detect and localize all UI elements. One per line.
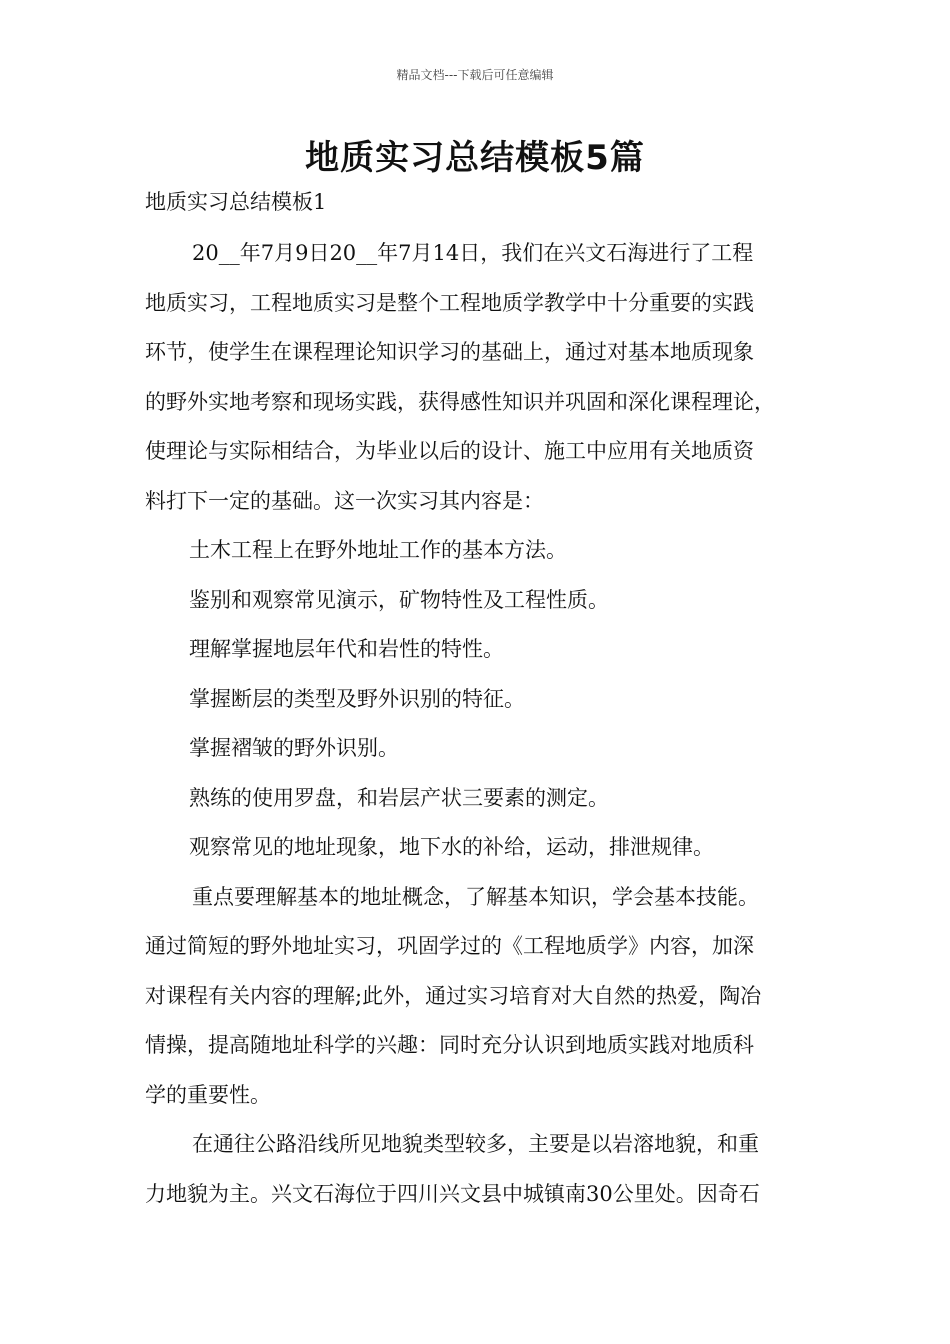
text-line: 理解掌握地层年代和岩性的特性。 (189, 637, 504, 661)
text-line: 地质实习，工程地质实习是整个工程地质学教学中十分重要的实践 (145, 290, 754, 315)
text-line: 土木工程上在野外地址工作的基本方法。 (189, 538, 567, 562)
text-line: 掌握断层的类型及野外识别的特征。 (189, 686, 525, 711)
text-line: 掌握褶皱的野外识别。 (189, 736, 399, 760)
text-line: 环节，使学生在课程理论知识学习的基础上，通过对基本地质现象 (145, 340, 754, 364)
text-line: 鉴别和观察常见演示，矿物特性及工程性质。 (189, 587, 609, 612)
text-line: 对课程有关内容的理解;此外，通过实习培育对大自然的热爱，陶冶 (145, 983, 762, 1008)
document-body (145, 229, 820, 1219)
text-line: 观察常见的地址现象，地下水的补给，运动，排泄规律。 (189, 835, 714, 859)
section-subtitle: 地质实习总结模板1 (145, 190, 327, 214)
text-line: 在通往公路沿线所见地貌类型较多，主要是以岩溶地貌，和重 (192, 1132, 759, 1156)
text-line: 20__年7月9日20__年7月14日，我们在兴文石海进行了工程 (192, 241, 754, 265)
text-line: 重点要理解基本的地址概念，了解基本知识，学会基本技能。 (192, 884, 759, 909)
text-line: 力地貌为主。兴文石海位于四川兴文县中城镇南30公里处。因奇石 (145, 1181, 760, 1206)
header-note: 精品文档---下载后可任意编辑 (396, 68, 554, 82)
text-line: 使理论与实际相结合，为毕业以后的设计、施工中应用有关地质资 (145, 439, 754, 463)
text-line: 通过简短的野外地址实习，巩固学过的《工程地质学》内容，加深 (145, 934, 754, 958)
text-line: 料打下一定的基础。这一次实习其内容是： (145, 488, 544, 513)
text-line: 学的重要性。 (145, 1082, 271, 1107)
text-line: 熟练的使用罗盘，和岩层产状三要素的测定。 (189, 785, 609, 810)
text-line: 情操，提高随地址科学的兴趣：同时充分认识到地质实践对地质科 (145, 1033, 754, 1057)
page-title: 地质实习总结模板5篇 (305, 138, 645, 178)
text-line: 的野外实地考察和现场实践，获得感性知识并巩固和深化课程理论， (145, 389, 775, 414)
